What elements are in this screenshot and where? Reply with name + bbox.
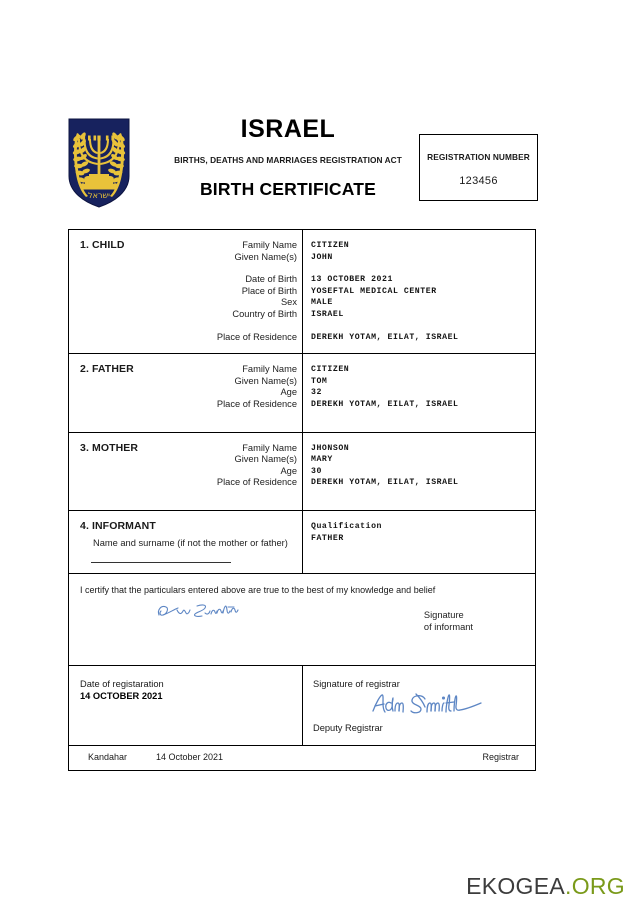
country-title: ISRAEL — [240, 115, 336, 143]
footer-registrar-role: Registrar — [482, 751, 519, 762]
value-child-country-of-birth: ISRAEL — [311, 309, 344, 319]
mother-label-column — [69, 433, 303, 510]
label-mother-age: Age — [280, 465, 297, 476]
registrar-signature — [369, 690, 494, 718]
registration-date-value: 14 OCTOBER 2021 — [80, 690, 163, 701]
label-mother-place-of-residence: Place of Residence — [216, 477, 297, 488]
value-father-given-names: TOM — [311, 376, 328, 386]
act-line: BIRTHS, DEATHS AND MARRIAGES REGISTRATION ACT — [174, 155, 402, 165]
label-father-place-of-residence: Place of Residence — [216, 398, 297, 409]
value-child-family-name: CITIZEN — [311, 241, 350, 250]
registration-number-value: 123456 — [459, 175, 498, 187]
registration-number-box — [419, 134, 538, 201]
label-child-country-of-birth: Country of Birth — [232, 308, 297, 319]
svg-text:ישראל: ישראל — [88, 191, 110, 200]
registration-number-label: REGISTRATION NUMBER — [427, 152, 530, 162]
section-certify — [69, 574, 535, 666]
label-father-age: Age — [280, 387, 297, 398]
spacer — [311, 489, 535, 500]
value-mother-place-of-residence: DEREKH YOTAM, EILAT, ISRAEL — [311, 478, 459, 488]
certificate-header — [68, 114, 540, 214]
spacer — [311, 321, 535, 332]
footer-place: Kandahar — [88, 751, 128, 762]
value-father-age: 32 — [311, 388, 322, 398]
value-father-family-name: CITIZEN — [311, 365, 350, 375]
spacer — [69, 411, 297, 422]
label-mother-given-names: Given Name(s) — [234, 454, 297, 465]
mother-values — [303, 433, 535, 510]
label-child-sex: Sex — [280, 297, 297, 308]
value-child-sex: MALE — [311, 298, 333, 308]
spacer — [69, 489, 297, 500]
section-mother — [69, 433, 535, 511]
spacer — [69, 263, 297, 274]
informant-signature — [153, 598, 273, 624]
value-child-place-of-birth: YOSEFTAL MEDICAL CENTER — [311, 286, 437, 296]
section-title-mother: 3. MOTHER — [80, 441, 139, 454]
footer-date: 14 October 2021 — [156, 751, 224, 762]
label-child-family-name: Family Name — [242, 240, 297, 250]
watermark-name: EKOGEA — [466, 873, 566, 899]
israel-state-emblem-icon — [68, 118, 130, 208]
mother-value-column — [303, 433, 535, 510]
informant-signature-label-line1: Signature — [423, 609, 464, 620]
informant-label-column — [69, 511, 303, 573]
registrar-signature-label: Signature of registrar — [313, 678, 400, 689]
document-title: BIRTH CERTIFICATE — [199, 179, 377, 199]
informant-signature-label — [424, 610, 473, 633]
label-child-given-names: Given Name(s) — [234, 251, 297, 262]
informant-name-prompt: Name and surname (if not the mother or father) — [93, 537, 288, 548]
certify-statement: I certify that the particulars entered above are true to the best of my knowledge and belief — [80, 584, 436, 595]
label-father-family-name: Family Name — [242, 364, 297, 375]
header-titles — [158, 114, 418, 200]
section-father — [69, 354, 535, 432]
watermark-tld: .ORG — [565, 873, 625, 899]
label-child-date-of-birth: Date of Birth — [245, 274, 297, 285]
value-mother-family-name: JHONSON — [311, 443, 350, 453]
section-title-child: 1. CHILD — [80, 239, 125, 251]
informant-values — [303, 511, 535, 554]
informant-value-column — [303, 511, 535, 573]
value-mother-given-names: MARY — [311, 455, 333, 465]
value-mother-age: 30 — [311, 466, 322, 476]
father-value-column — [303, 354, 535, 431]
child-label-column — [69, 230, 303, 353]
registration-date-column — [69, 666, 303, 746]
father-values — [303, 354, 535, 431]
section-child — [69, 230, 535, 354]
spacer — [311, 411, 535, 422]
child-values — [303, 230, 535, 353]
value-father-place-of-residence: DEREKH YOTAM, EILAT, ISRAEL — [311, 399, 459, 409]
section-title-informant: 4. INFORMANT — [80, 519, 156, 532]
label-father-given-names: Given Name(s) — [234, 375, 297, 386]
label-child-place-of-birth: Place of Birth — [241, 285, 297, 296]
registration-date-label: Date of registaration — [80, 678, 164, 689]
value-child-date-of-birth: 13 OCTOBER 2021 — [311, 275, 393, 285]
value-child-place-of-residence: DEREKH YOTAM, EILAT, ISRAEL — [311, 332, 459, 342]
section-informant — [69, 511, 535, 574]
value-informant-qualification: FATHER — [311, 533, 344, 543]
spacer — [69, 321, 297, 332]
father-label-column — [69, 354, 303, 431]
label-child-place-of-residence: Place of Residence — [216, 331, 297, 342]
ekogea-watermark — [466, 873, 625, 900]
section-title-father: 2. FATHER — [80, 363, 134, 376]
label-informant-qualification: Qualification — [311, 521, 383, 531]
informant-signature-label-line2: of informant — [423, 621, 473, 632]
registrar-signature-column — [303, 666, 535, 746]
spacer — [311, 263, 535, 274]
informant-name-input[interactable] — [91, 562, 231, 563]
certificate-table — [68, 229, 536, 771]
deputy-registrar-label: Deputy Registrar — [313, 722, 383, 733]
section-footer — [69, 746, 535, 770]
label-mother-family-name: Family Name — [242, 442, 297, 453]
value-child-given-names: JOHN — [311, 252, 333, 262]
section-registrar — [69, 666, 535, 746]
child-value-column — [303, 230, 535, 353]
